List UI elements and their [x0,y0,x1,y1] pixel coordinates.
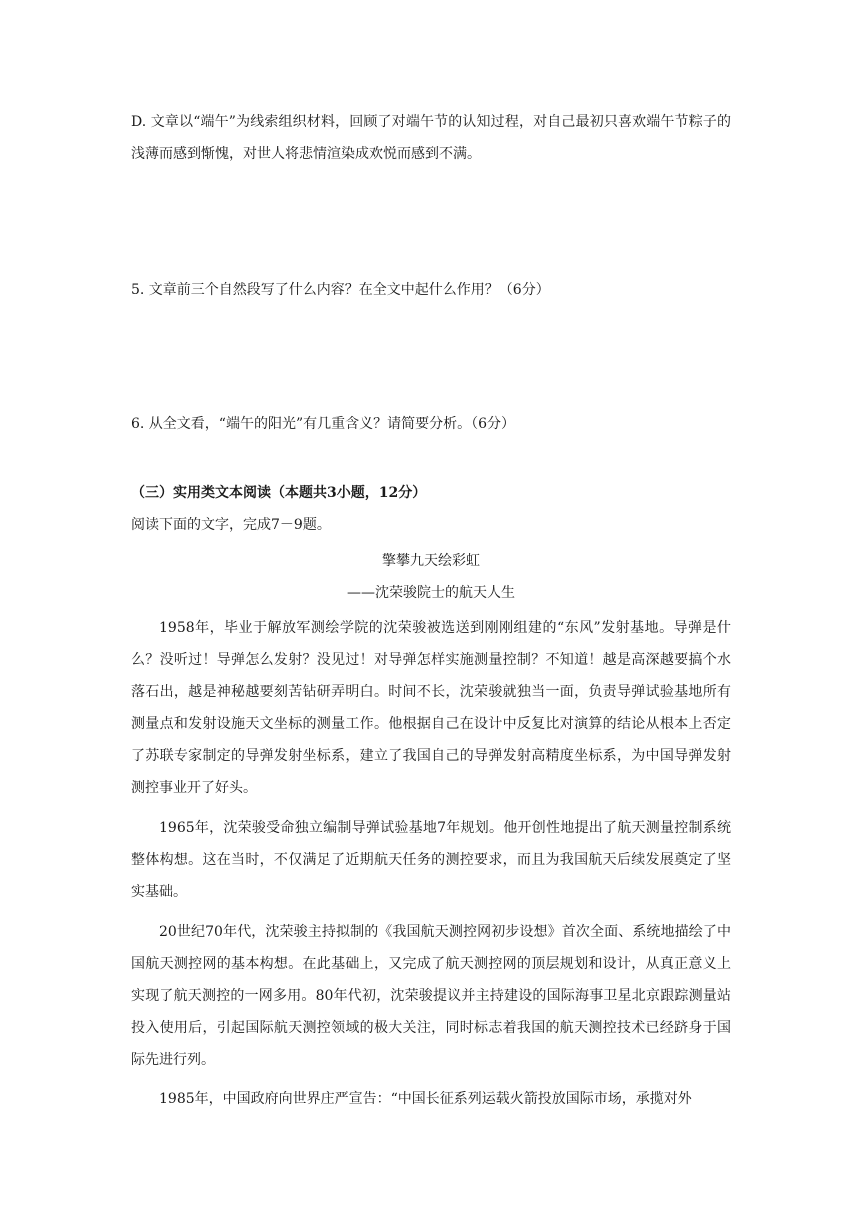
reading-instruction: 阅读下面的文字，完成7－9题。 [131,517,331,533]
article-title: 擎攀九天绘彩虹 [382,553,480,569]
article-paragraph-1: 1958年，毕业于解放军测绘学院的沈荣骏被选送到刚刚组建的“东风”发射基地。导弹是什么？没听过！导弹怎么发射？没见过！对导弹怎样实施测量控制？不知道！越是高深越要搞个水落石出，越是神秘越要刻苦钻研弄明白。时间不长，沈荣骏就独当一面，负责导弹试验基地所有测量点和发射设施天文坐标的测量工作。他根据自己在设计中反复比对演算的结论从根本上否定了苏联专家制定的导弹发射坐标系，建立了我国自己的导弹发射高精度坐标系，为中国导弹发射测控事业开了好头。 [131,620,731,796]
option-d-text: D. 文章以“端午”为线索组织材料，回顾了对端午节的认知过程，对自己最初只喜欢端午节粽子的浅薄而感到惭愧，对世人将悲情渲染成欢悦而感到不满。 [131,114,731,162]
article-paragraph-2: 1965年，沈荣骏受命独立编制导弹试验基地7年规划。他开创性地提出了航天测量控制系统整体构想。这在当时，不仅满足了近期航天任务的测控要求，而且为我国航天后续发展奠定了坚实基础。 [131,820,731,900]
article-paragraph-3: 20世纪70年代，沈荣骏主持拟制的《我国航天测控网初步设想》首次全面、系统地描绘了中国航天测控网的基本构想。在此基础上，又完成了航天测控网的顶层规划和设计，从真正意义上实现了航天测控的一网多用。80年代初，沈荣骏提议并主持建设的国际海事卫星北京跟踪测量站投入使用后，引起国际航天测控领域的极大关注，同时标志着我国的航天测控技术已经跻身于国际先进行列。 [131,924,731,1068]
question-5: 5. 文章前三个自然段写了什么内容？在全文中起什么作用？（6分） [131,282,550,298]
section-heading: （三）实用类文本阅读（本题共3小题，12分） [131,485,427,501]
article-paragraph-4: 1985年，中国政府向世界庄严宣告：“中国长征系列运载火箭投放国际市场，承揽对外 [159,1091,692,1107]
question-6: 6. 从全文看，“端午的阳光”有几重含义？请简要分析。（6分） [131,416,516,432]
article-subtitle: ——沈荣骏院士的航天人生 [347,585,515,601]
